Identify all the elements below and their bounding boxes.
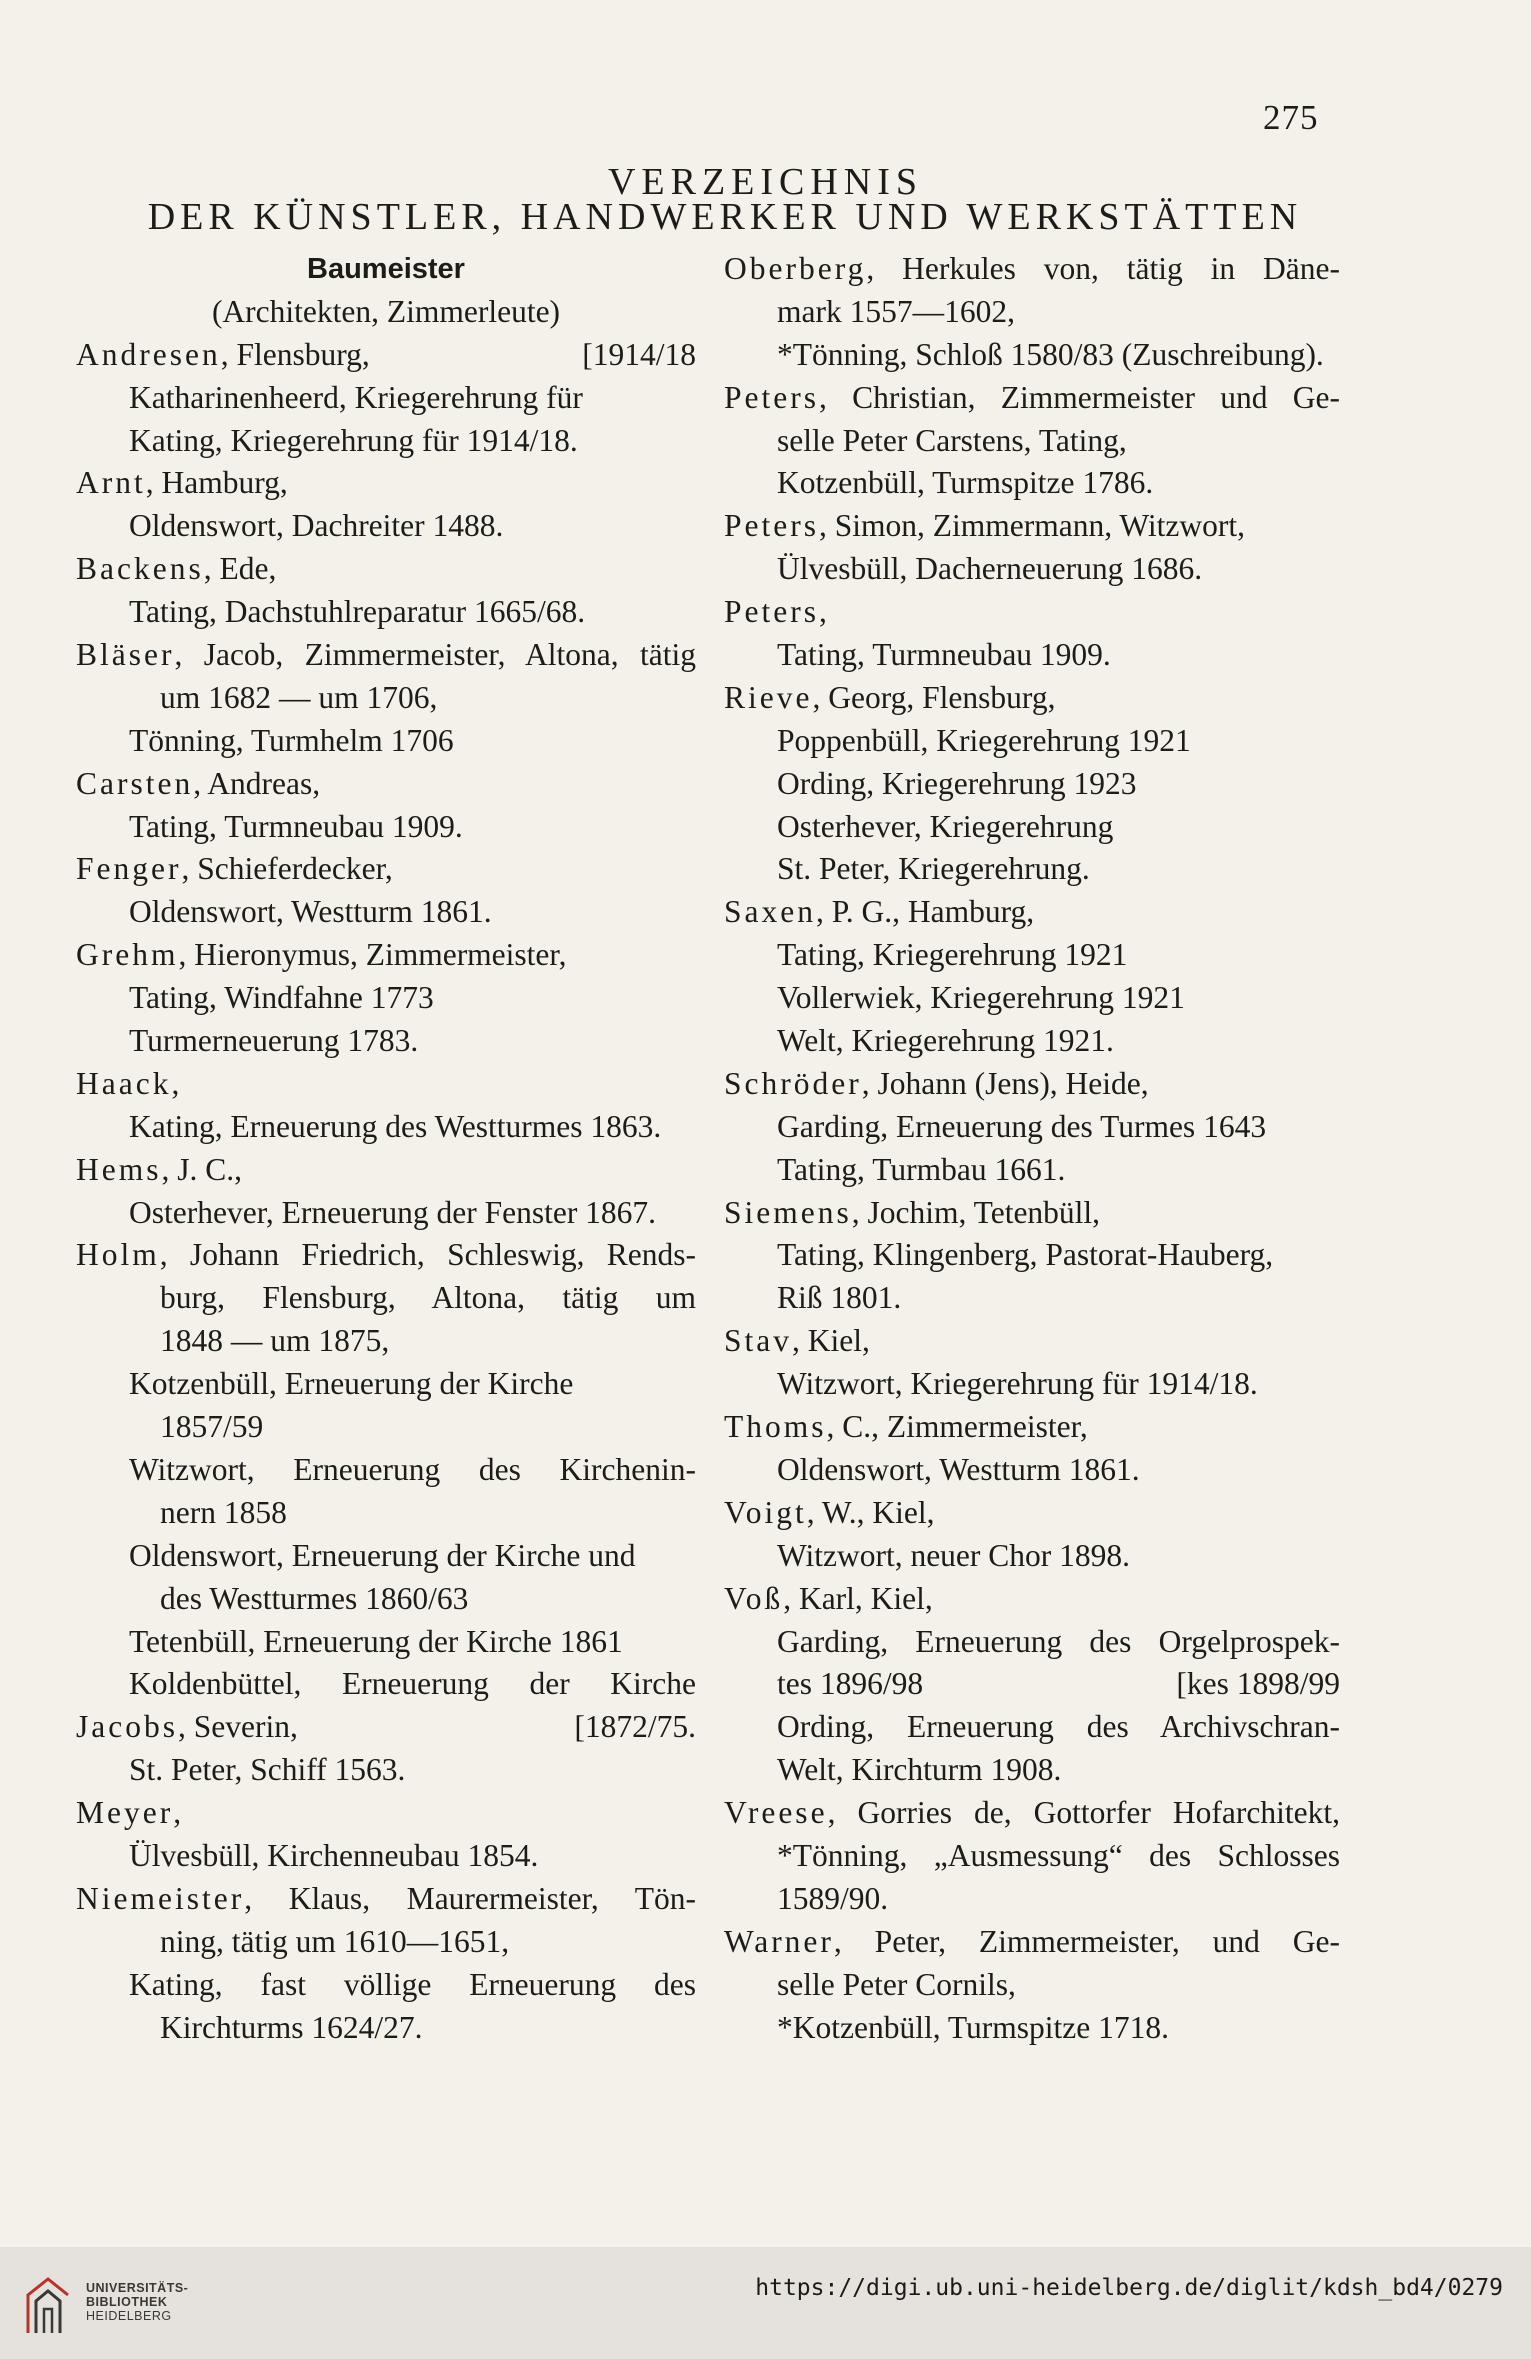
entry-line bbox=[76, 1964, 696, 2007]
entry-heading bbox=[724, 1921, 1340, 1964]
entry-line bbox=[724, 548, 1340, 591]
entry-heading bbox=[76, 1878, 696, 1921]
entry-line bbox=[724, 1621, 1340, 1664]
artist-name: Peters bbox=[724, 508, 819, 544]
entry-text: , Severin, bbox=[177, 1709, 298, 1745]
entry-heading bbox=[76, 1149, 696, 1192]
entry-line bbox=[76, 505, 696, 548]
entry-line bbox=[724, 806, 1340, 849]
entry-text: , Klaus, Maurermeister, Tön- bbox=[244, 1880, 696, 1916]
entry-text: (Architekten, Zimmerleute) bbox=[211, 293, 561, 329]
entry-line bbox=[724, 934, 1340, 977]
entry-line bbox=[724, 1535, 1340, 1578]
entry-text: Witzwort, Kriegerehrung für 1914/18. bbox=[777, 1366, 1258, 1402]
entry-line bbox=[76, 591, 696, 634]
bracket-continuation: [kes 1898/99 bbox=[1176, 1666, 1340, 1702]
entry-heading bbox=[724, 891, 1340, 934]
entry-line bbox=[76, 420, 696, 463]
entry-text: Ording, Erneuerung des Archivschran- bbox=[777, 1709, 1340, 1745]
entry-heading bbox=[724, 1492, 1340, 1535]
entry-text: , Jacob, Zimmermeister, Altona, tätig bbox=[174, 637, 696, 673]
entry-line bbox=[76, 248, 696, 291]
artist-name: Bläser bbox=[76, 637, 175, 673]
entry-text: Tönning, Turmhelm 1706 bbox=[129, 722, 454, 758]
artist-name: Rieve bbox=[724, 679, 813, 715]
entry-heading bbox=[724, 1320, 1340, 1363]
entry-text: Kotzenbüll, Turmspitze 1786. bbox=[777, 465, 1154, 501]
right-column bbox=[724, 248, 1340, 2049]
entry-text: , Georg, Flensburg, bbox=[812, 679, 1056, 715]
bracket-continuation: [1914/18 bbox=[582, 336, 696, 372]
artist-name: Siemens bbox=[724, 1194, 852, 1230]
entry-line bbox=[724, 1706, 1340, 1749]
entry-text: , Johann Friedrich, Schleswig, Rends- bbox=[159, 1237, 696, 1273]
page-number: 275 bbox=[1263, 98, 1319, 137]
library-name bbox=[86, 2281, 188, 2323]
entry-line bbox=[76, 1578, 696, 1621]
entry-text: , bbox=[818, 594, 827, 630]
entry-text: mark 1557—1602, bbox=[777, 293, 1015, 329]
entry-text: Witzwort, neuer Chor 1898. bbox=[777, 1537, 1131, 1573]
entry-text: Ülvesbüll, Kirchenneubau 1854. bbox=[129, 1837, 539, 1873]
artist-name: Grehm bbox=[76, 937, 179, 973]
entry-line bbox=[76, 806, 696, 849]
bracket-continuation: [1872/75. bbox=[574, 1709, 696, 1745]
entry-line bbox=[724, 1878, 1340, 1921]
entry-text: Tetenbüll, Erneuerung der Kirche 1861 bbox=[129, 1623, 623, 1659]
entry-text: Katharinenheerd, Kriegerehrung für bbox=[129, 379, 583, 415]
heading-kuenstler: DER KÜNSTLER, HANDWERKER UND WERKSTÄTTEN bbox=[147, 196, 1303, 238]
entry-heading bbox=[724, 1063, 1340, 1106]
library-line-3: HEIDELBERG bbox=[86, 2309, 172, 2323]
footer-bar bbox=[0, 2247, 1531, 2359]
entry-text: Oldenswort, Westturm 1861. bbox=[129, 894, 492, 930]
permalink-url[interactable]: https://digi.ub.uni-heidelberg.de/diglit/kdsh_bd4/0279 bbox=[755, 2275, 1503, 2301]
entry-text: , Hamburg, bbox=[145, 465, 288, 501]
entry-line bbox=[724, 2007, 1340, 2050]
artist-name: Fenger bbox=[76, 851, 182, 887]
entry-text: Tating, Dachstuhlreparatur 1665/68. bbox=[129, 594, 586, 630]
entry-text: Garding, Erneuerung des Orgelprospek- bbox=[777, 1623, 1340, 1659]
entry-text: , Gorries de, Gottorfer Hofarchitekt, bbox=[827, 1795, 1340, 1831]
entry-text: , Andreas, bbox=[193, 765, 321, 801]
artist-name: Arnt bbox=[76, 465, 146, 501]
entry-line bbox=[724, 1277, 1340, 1320]
entry-line bbox=[76, 1449, 696, 1492]
entry-heading bbox=[76, 1792, 696, 1835]
artist-name: Haack bbox=[76, 1065, 172, 1101]
entry-heading bbox=[76, 462, 696, 505]
entry-line bbox=[76, 1363, 696, 1406]
artist-name: Saxen bbox=[724, 894, 816, 930]
entry-heading bbox=[724, 591, 1340, 634]
entry-line bbox=[76, 1663, 696, 1706]
entry-line bbox=[724, 634, 1340, 677]
entry-text: Welt, Kriegerehrung 1921. bbox=[777, 1023, 1114, 1059]
artist-name: Voigt bbox=[724, 1494, 807, 1530]
entry-text: Tating, Windfahne 1773 bbox=[129, 980, 434, 1016]
entry-heading bbox=[724, 1192, 1340, 1235]
entry-heading bbox=[724, 248, 1340, 291]
entry-text: Ording, Kriegerehrung 1923 bbox=[777, 765, 1137, 801]
entry-text: Tating, Kriegerehrung 1921 bbox=[777, 937, 1128, 973]
artist-name: Carsten bbox=[76, 765, 194, 801]
entry-text: , Schieferdecker, bbox=[181, 851, 393, 887]
entry-line bbox=[76, 1492, 696, 1535]
entry-text: 1589/90. bbox=[777, 1880, 889, 1916]
entry-text: *Tönning, „Ausmessung“ des Schlosses bbox=[777, 1837, 1340, 1873]
entry-text: Tating, Turmbau 1661. bbox=[777, 1151, 1066, 1187]
entry-line bbox=[724, 462, 1340, 505]
entry-text: , Ede, bbox=[203, 551, 277, 587]
entry-line bbox=[724, 720, 1340, 763]
entry-line bbox=[76, 1835, 696, 1878]
artist-name: Warner bbox=[724, 1923, 834, 1959]
entry-line bbox=[76, 720, 696, 763]
entry-line bbox=[724, 977, 1340, 1020]
entry-heading bbox=[76, 548, 696, 591]
artist-name: Meyer bbox=[76, 1795, 174, 1831]
entry-text: Vollerwiek, Kriegerehrung 1921 bbox=[777, 980, 1185, 1016]
artist-name: Vreese bbox=[724, 1795, 828, 1831]
entry-heading bbox=[724, 1578, 1340, 1621]
entry-text: Welt, Kirchturm 1908. bbox=[777, 1752, 1062, 1788]
entry-text: , bbox=[173, 1795, 182, 1831]
entry-line bbox=[724, 291, 1340, 334]
entry-line bbox=[76, 1535, 696, 1578]
entry-heading bbox=[76, 848, 696, 891]
entry-text: , Flensburg, bbox=[220, 336, 370, 372]
entry-text: Ülvesbüll, Dacherneuerung 1686. bbox=[777, 551, 1203, 587]
entry-text: Oldenswort, Westturm 1861. bbox=[777, 1451, 1140, 1487]
entry-line bbox=[724, 420, 1340, 463]
entry-text: Baumeister bbox=[307, 253, 465, 285]
entry-heading bbox=[724, 677, 1340, 720]
entry-line bbox=[76, 891, 696, 934]
entry-line bbox=[724, 1149, 1340, 1192]
entry-text: *Kotzenbüll, Turmspitze 1718. bbox=[777, 2009, 1169, 2045]
entry-line bbox=[724, 848, 1340, 891]
entry-text: Riß 1801. bbox=[777, 1280, 902, 1316]
entry-text: , C., Zimmermeister, bbox=[826, 1409, 1088, 1445]
entry-heading bbox=[76, 1706, 696, 1749]
entry-text: , Peter, Zimmermeister, und Ge- bbox=[833, 1923, 1340, 1959]
entry-line bbox=[724, 1449, 1340, 1492]
entry-line bbox=[724, 334, 1340, 377]
entry-text: Tating, Klingenberg, Pastorat-Hauberg, bbox=[777, 1237, 1274, 1273]
artist-name: Andresen bbox=[76, 336, 221, 372]
entry-text: , Hieronymus, Zimmermeister, bbox=[178, 937, 567, 973]
artist-name: Schröder bbox=[724, 1065, 862, 1101]
entry-line bbox=[76, 977, 696, 1020]
entry-heading bbox=[724, 1406, 1340, 1449]
entry-line bbox=[76, 1320, 696, 1363]
artist-name: Holm bbox=[76, 1237, 160, 1273]
entry-line bbox=[76, 1621, 696, 1664]
entry-heading bbox=[76, 334, 696, 377]
artist-name: Jacobs bbox=[76, 1709, 178, 1745]
entry-line bbox=[76, 2007, 696, 2050]
artist-name: Oberberg bbox=[724, 251, 867, 286]
entry-heading bbox=[76, 934, 696, 977]
entry-line bbox=[724, 1749, 1340, 1792]
entry-text: , Johann (Jens), Heide, bbox=[861, 1065, 1149, 1101]
entry-text: , J. C., bbox=[161, 1151, 243, 1187]
entry-text: Tating, Turmneubau 1909. bbox=[777, 637, 1111, 673]
entry-text: 1848 — um 1875, bbox=[160, 1323, 390, 1359]
entry-text: , Herkules von, tätig in Däne- bbox=[866, 251, 1340, 286]
artist-name: Niemeister bbox=[76, 1880, 245, 1916]
entry-text: Kotzenbüll, Erneuerung der Kirche bbox=[129, 1366, 574, 1402]
entry-line bbox=[76, 291, 696, 334]
entry-text: , Jochim, Tetenbüll, bbox=[851, 1194, 1101, 1230]
entry-heading bbox=[76, 1063, 696, 1106]
artist-name: Peters bbox=[724, 379, 819, 415]
entry-text: Garding, Erneuerung des Turmes 1643 bbox=[777, 1108, 1267, 1144]
entry-text: 1857/59 bbox=[160, 1409, 264, 1445]
entry-line bbox=[76, 1406, 696, 1449]
entry-heading bbox=[76, 763, 696, 806]
entry-line bbox=[724, 763, 1340, 806]
entry-text: ning, tätig um 1610—1651, bbox=[160, 1923, 510, 1959]
entry-line bbox=[724, 1234, 1340, 1277]
entry-line bbox=[76, 1106, 696, 1149]
entry-text: St. Peter, Schiff 1563. bbox=[129, 1752, 406, 1788]
entry-line bbox=[724, 1363, 1340, 1406]
entry-line bbox=[76, 1749, 696, 1792]
entry-line bbox=[76, 1277, 696, 1320]
entry-heading bbox=[76, 1234, 696, 1277]
entry-heading bbox=[724, 505, 1340, 548]
entry-text: , W., Kiel, bbox=[806, 1494, 935, 1530]
ub-heidelberg-logo-icon bbox=[22, 2273, 74, 2339]
entry-text: , P. G., Hamburg, bbox=[815, 894, 1035, 930]
entry-text: , Karl, Kiel, bbox=[783, 1580, 933, 1616]
entry-text: Oldenswort, Erneuerung der Kirche und bbox=[129, 1537, 636, 1573]
artist-name: Peters bbox=[724, 594, 819, 630]
entry-heading bbox=[724, 1792, 1340, 1835]
entry-line bbox=[724, 1964, 1340, 2007]
entry-text: Osterhever, Kriegerehrung bbox=[777, 808, 1114, 844]
entry-line bbox=[724, 1020, 1340, 1063]
entry-line bbox=[76, 1020, 696, 1063]
entry-line bbox=[724, 1835, 1340, 1878]
left-column bbox=[76, 248, 696, 2049]
entry-text: , Christian, Zimmermeister und Ge- bbox=[818, 379, 1340, 415]
artist-name: Hems bbox=[76, 1151, 162, 1187]
entry-text: , bbox=[171, 1065, 180, 1101]
entry-text: Kating, fast völlige Erneuerung des bbox=[129, 1966, 696, 2002]
entry-heading bbox=[724, 377, 1340, 420]
heading-verzeichnis: VERZEICHNIS bbox=[607, 161, 924, 203]
entry-line bbox=[76, 1192, 696, 1235]
entry-text: Osterhever, Erneuerung der Fenster 1867. bbox=[129, 1194, 657, 1230]
entry-text: Witzwort, Erneuerung des Kirchenin- bbox=[129, 1451, 696, 1487]
entry-text: Kirchturms 1624/27. bbox=[160, 2009, 423, 2045]
entry-text: Oldenswort, Dachreiter 1488. bbox=[129, 508, 504, 544]
library-line-1: UNIVERSITÄTS- bbox=[86, 2281, 189, 2295]
artist-name: Thoms bbox=[724, 1409, 827, 1445]
entry-text: selle Peter Carstens, Tating, bbox=[777, 422, 1127, 458]
library-line-2: BIBLIOTHEK bbox=[86, 2295, 168, 2309]
entry-text: , Simon, Zimmermann, Witzwort, bbox=[818, 508, 1245, 544]
artist-name: Voß bbox=[724, 1580, 784, 1616]
entry-line bbox=[76, 377, 696, 420]
entry-text: , Kiel, bbox=[792, 1323, 870, 1359]
entry-text: nern 1858 bbox=[160, 1494, 287, 1530]
entry-text: Kating, Kriegerehrung für 1914/18. bbox=[129, 422, 578, 458]
entry-line bbox=[76, 677, 696, 720]
entry-text: Poppenbüll, Kriegerehrung 1921 bbox=[777, 722, 1191, 758]
entry-text: tes 1896/98 bbox=[777, 1666, 924, 1702]
entry-text: Turmerneuerung 1783. bbox=[129, 1023, 419, 1059]
artist-name: Stav bbox=[724, 1323, 793, 1359]
artist-name: Backens bbox=[76, 551, 204, 587]
entry-text: *Tönning, Schloß 1580/83 (Zuschreibung). bbox=[777, 336, 1324, 372]
entry-text: selle Peter Cornils, bbox=[777, 1966, 1016, 2002]
entry-line bbox=[724, 1663, 1340, 1706]
entry-text: burg, Flensburg, Altona, tätig um bbox=[160, 1280, 696, 1316]
entry-line bbox=[76, 1921, 696, 1964]
entry-text: Kating, Erneuerung des Westturmes 1863. bbox=[129, 1108, 662, 1144]
entry-text: Koldenbüttel, Erneuerung der Kirche bbox=[129, 1666, 696, 1702]
entry-heading bbox=[76, 634, 696, 677]
entry-line bbox=[724, 1106, 1340, 1149]
entry-text: um 1682 — um 1706, bbox=[160, 679, 438, 715]
entry-text: des Westturmes 1860/63 bbox=[160, 1580, 469, 1616]
entry-text: St. Peter, Kriegerehrung. bbox=[777, 851, 1090, 887]
entry-text: Tating, Turmneubau 1909. bbox=[129, 808, 463, 844]
